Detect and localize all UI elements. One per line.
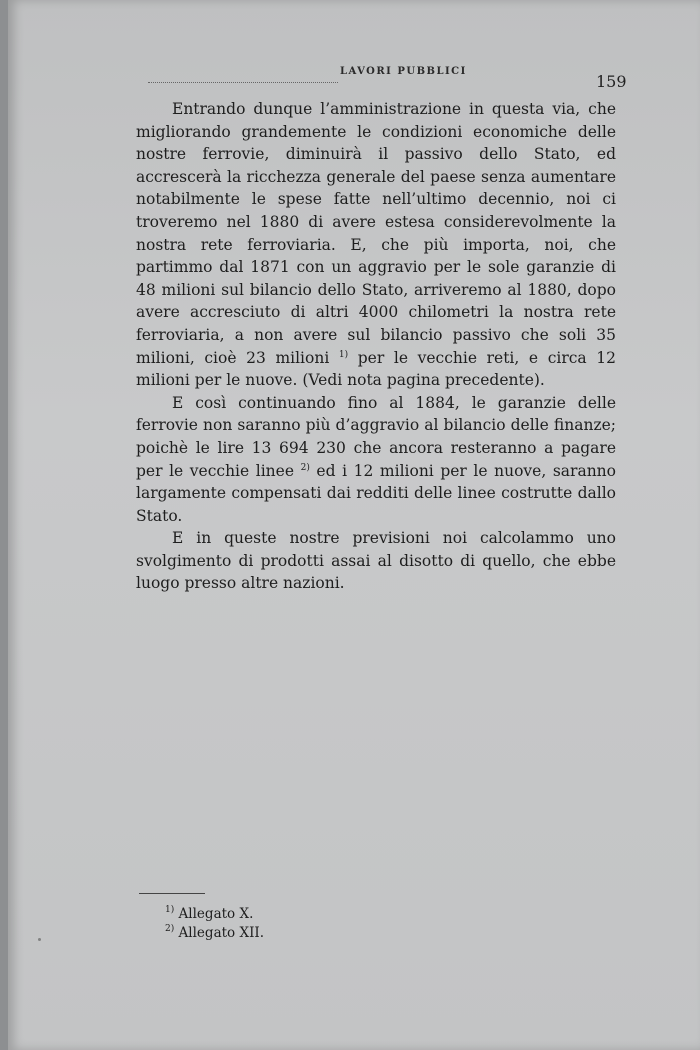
footnote-1-text: Allegato X. xyxy=(178,906,254,922)
header-dotted-rule xyxy=(148,82,338,83)
book-page xyxy=(8,0,700,1050)
paragraph-3 xyxy=(136,527,616,595)
footnote-ref-1-mark: 1 xyxy=(338,349,345,360)
footnote-ref-2: 2) xyxy=(300,462,310,473)
page-number: 159 xyxy=(596,72,627,91)
paper-speck xyxy=(38,938,41,941)
paragraph-1 xyxy=(136,98,616,392)
paragraph-3-text: E in queste nostre previsioni noi calcolammo uno svolgimento di prodotti assai al disotto di quello, che ebbe luogo presso altre nazioni. xyxy=(136,529,616,593)
footnote-ref-2-mark: 2 xyxy=(300,462,307,473)
paragraph-2-text-b: ed i 12 milioni per le nuove, saranno largamente compensati dai redditi delle linee costrutte dallo Stato. xyxy=(136,461,616,525)
footnote-2-text: Allegato XII. xyxy=(178,925,265,941)
body-text xyxy=(136,98,616,595)
footnote-1-mark: 1) xyxy=(165,905,175,915)
footnote-separator xyxy=(139,893,205,894)
paragraph-1-text-b: per le vecchie reti, e circa 12 milioni per le nuove. (Vedi nota pagina precedente). xyxy=(136,348,616,390)
paragraph-2 xyxy=(136,392,616,528)
footnote-ref-1: 1) xyxy=(338,349,349,360)
paragraph-1-text-a: Entrando dunque l’amministrazione in questa via, che migliorando grandemente le condizioni economiche delle nostre ferrovie, diminuirà il passivo dello Stato, ed accrescerà la ricchezza generale del paese senza aumentare notabilmente le spese fatte nell’ultimo decennio, noi ci troveremo nel 1880 di avere estesa considerevolmente la nostra rete ferroviaria. E, che più importa, noi, che partimmo dal 1871 con un aggravio per le sole garanzie di 48 milioni sul bilancio dello Stato, arriveremo al 1880, dopo avere accresciuto di altri 4000 chilometri la nostra rete ferroviaria, a non avere sul bilancio passivo che soli 35 milioni, cioè 23 milioni xyxy=(136,100,616,367)
running-title: LAVORI PUBBLICI xyxy=(340,66,467,77)
footnote-2-mark: 2) xyxy=(165,924,175,934)
footnote-1 xyxy=(165,905,264,924)
footnotes xyxy=(165,905,264,943)
running-header xyxy=(148,62,628,91)
footnote-1-mark-text: 1 xyxy=(165,905,171,915)
paragraph-2-text-a: E così continuando fino al 1884, le garanzie delle ferrovie non saranno più d’aggravio al bilancio delle finanze; poichè le lire 13 694 230 che ancora resteranno a pagare per le vecchie linee xyxy=(136,393,616,480)
footnote-2-mark-text: 2 xyxy=(165,924,171,934)
footnote-2 xyxy=(165,924,264,943)
